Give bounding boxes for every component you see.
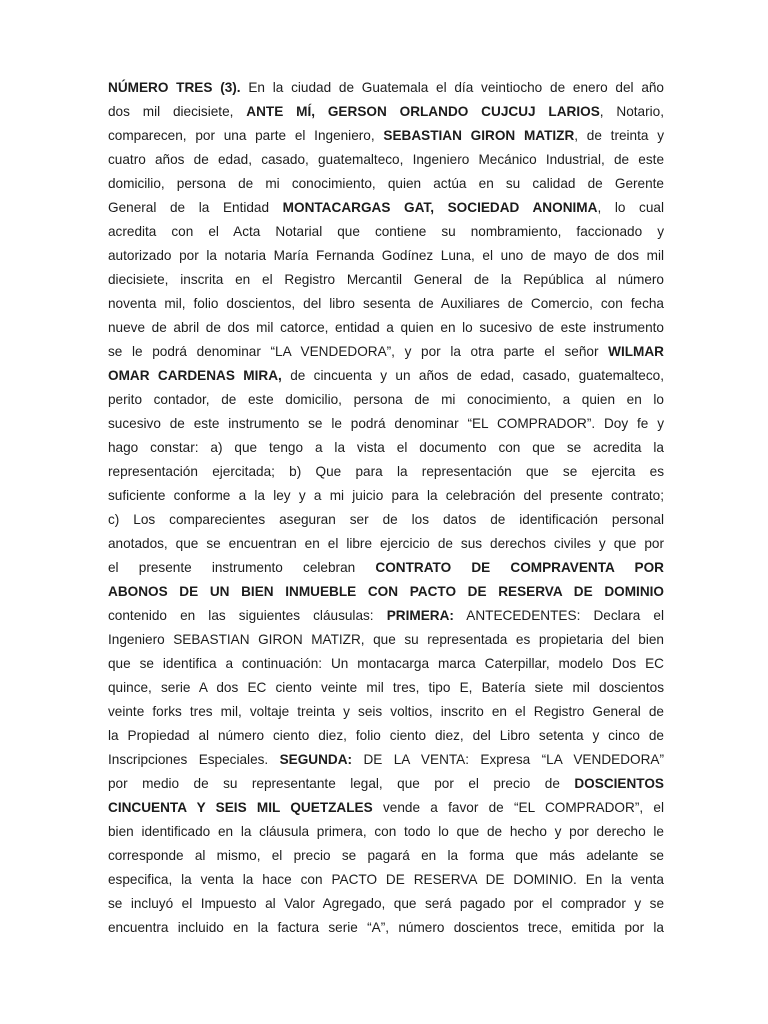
text-line (108, 580, 664, 604)
buyer-name: WILMAR (608, 344, 664, 359)
notary-name: ANTE MÍ, GERSON ORLANDO CUJCUJ LARIOS (246, 104, 600, 119)
text-line: por medio de su representante legal, que por el precio de DOSCIENTOS (108, 776, 664, 791)
text-line: General de la Entidad MONTACARGAS GAT, SOCIEDAD ANONIMA, lo cual (108, 200, 664, 215)
text-line: veinte forks tres mil, voltaje treinta y seis voltios, inscrito en el Registro General de (108, 704, 664, 719)
contract-type-cont: ABONOS DE UN BIEN INMUEBLE CON PACTO DE RESERVA DE DOMINIO (108, 584, 664, 599)
text-line: que se identifica a continuación: Un montacarga marca Caterpillar, modelo Dos EC (108, 656, 664, 671)
text-line: comparecen, por una parte el Ingeniero, SEBASTIAN GIRON MATIZR, de treinta y (108, 128, 664, 143)
text-line: quince, serie A dos EC ciento veinte mil tres, tipo E, Batería siete mil doscientos (108, 680, 664, 695)
text-line: se incluyó el Impuesto al Valor Agregado, que será pagado por el comprador y se (108, 896, 664, 911)
text-line: OMAR CARDENAS MIRA, de cincuenta y un años de edad, casado, guatemalteco, (108, 368, 664, 383)
text-line: nueve de abril de dos mil catorce, entidad a quien en lo sucesivo de este instrumento (108, 320, 664, 335)
text-line: diecisiete, inscrita en el Registro Mercantil General de la República al número (108, 272, 664, 287)
text-line: la Propiedad al número ciento diez, folio ciento diez, del Libro setenta y cinco de (108, 728, 664, 743)
text-line: c) Los comparecientes aseguran ser de los datos de identificación personal (108, 512, 664, 527)
text-line: cuatro años de edad, casado, guatemalteco, Ingeniero Mecánico Industrial, de este (108, 152, 664, 167)
text-line: Ingeniero SEBASTIAN GIRON MATIZR, que su representada es propietaria del bien (108, 632, 664, 647)
company-name: MONTACARGAS GAT, SOCIEDAD ANONIMA (282, 200, 598, 215)
text-line: anotados, que se encuentran en el libre ejercicio de sus derechos civiles y que por (108, 536, 664, 551)
text-line: el presente instrumento celebran CONTRATO DE COMPRAVENTA POR (108, 560, 664, 575)
heading-numero-tres: NÚMERO TRES (3). (108, 80, 241, 95)
text-line: corresponde al mismo, el precio se pagará en la forma que más adelante se (108, 848, 664, 863)
text-line: NÚMERO TRES (3). En la ciudad de Guatemala el día veintiocho de enero del año (108, 80, 664, 95)
text-line: bien identificado en la cláusula primera, con todo lo que de hecho y por derecho le (108, 824, 664, 839)
text-line: contenido en las siguientes cláusulas: PRIMERA: ANTECEDENTES: Declara el (108, 608, 664, 623)
text-line: CINCUENTA Y SEIS MIL QUETZALES vende a favor de “EL COMPRADOR”, el (108, 800, 664, 815)
text-line: perito contador, de este domicilio, persona de mi conocimiento, a quien en lo (108, 392, 664, 407)
text-line: Inscripciones Especiales. SEGUNDA: DE LA VENTA: Expresa “LA VENDEDORA” (108, 752, 665, 767)
text-line: autorizado por la notaria María Fernanda Godínez Luna, el uno de mayo de dos mil (108, 248, 664, 263)
buyer-name-cont: OMAR CARDENAS MIRA, (108, 368, 282, 383)
text-line: domicilio, persona de mi conocimiento, quien actúa en su calidad de Gerente (108, 176, 664, 191)
text-line: dos mil diecisiete, ANTE MÍ, GERSON ORLANDO CUJCUJ LARIOS, Notario, (108, 104, 665, 119)
text-line: acredita con el Acta Notarial que contiene su nombramiento, faccionado y (108, 224, 664, 239)
text-line: noventa mil, folio doscientos, del libro sesenta de Auxiliares de Comercio, con fecha (108, 296, 664, 311)
text-line: suficiente conforme a la ley y a mi juicio para la celebración del presente contrato; (108, 488, 664, 503)
clause-segunda-heading: SEGUNDA: (279, 752, 353, 767)
price-amount-cont: CINCUENTA Y SEIS MIL QUETZALES (108, 800, 373, 815)
clause-primera-heading: PRIMERA: (386, 608, 454, 623)
text-line: especifica, la venta la hace con PACTO DE RESERVA DE DOMINIO. En la venta (108, 872, 664, 887)
engineer-name: SEBASTIAN GIRON MATIZR (383, 128, 575, 143)
text-line: encuentra incluido en la factura serie “A”, número doscientos trece, emitida por la (108, 920, 664, 935)
price-amount: DOSCIENTOS (574, 776, 664, 791)
text-line: representación ejercitada; b) Que para la representación que se ejercita es (108, 464, 664, 479)
text-line: sucesivo de este instrumento se le podrá denominar “EL COMPRADOR”. Doy fe y (108, 416, 664, 431)
contract-type: CONTRATO DE COMPRAVENTA POR (375, 560, 664, 575)
text-line: hago constar: a) que tengo a la vista el documento con que se acredita la (108, 440, 664, 455)
text-line: se le podrá denominar “LA VENDEDORA”, y por la otra parte el señor WILMAR (108, 344, 664, 359)
